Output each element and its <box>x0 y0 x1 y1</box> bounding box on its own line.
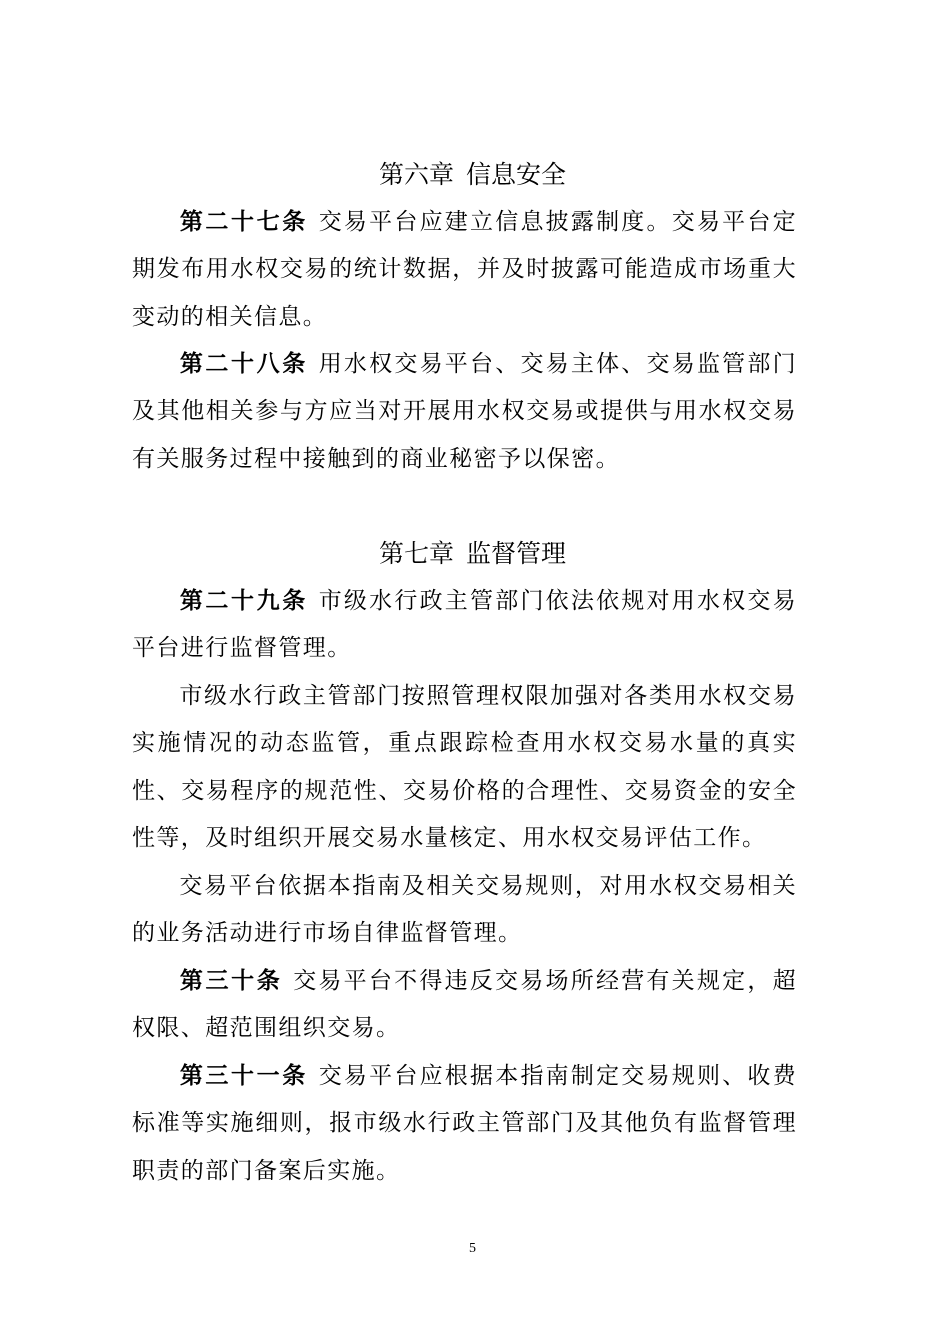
page-number: 5 <box>469 1241 476 1256</box>
article-28 <box>132 341 797 483</box>
chapter-seven-title: 监督管理 <box>466 539 567 568</box>
chapter-six-title: 信息安全 <box>466 160 567 189</box>
article-30-text: 交易平台不得违反交易场所经营有关规定，超权限、超范围组织交易。 <box>132 968 797 1042</box>
article-27-text: 交易平台应建立信息披露制度。交易平台定期发布用水权交易的统计数据，并及时披露可能造成市场重大变动的相关信息。 <box>132 209 798 330</box>
chapter-six-number: 第六章 <box>378 160 454 189</box>
article-29 <box>132 578 797 673</box>
chapter-seven-heading <box>0 539 945 569</box>
chapter-seven-number: 第七章 <box>378 539 454 568</box>
article-31-text: 交易平台应根据本指南制定交易规则、收费标准等实施细则，报市级水行政主管部门及其他负有监督管理职责的部门备案后实施。 <box>132 1063 798 1184</box>
article-27 <box>132 199 797 341</box>
article-31-label: 第三十一条 <box>179 1063 308 1089</box>
article-29-paragraph-3-text: 交易平台依据本指南及相关交易规则，对用水权交易相关的业务活动进行市场自律监督管理。 <box>132 873 797 947</box>
article-28-text: 用水权交易平台、交易主体、交易监管部门及其他相关参与方应当对开展用水权交易或提供与用水权交易有关服务过程中接触到的商业秘密予以保密。 <box>132 351 798 472</box>
article-29-paragraph-3 <box>132 863 797 958</box>
article-28-label: 第二十八条 <box>179 351 308 377</box>
article-30 <box>132 958 797 1053</box>
article-27-label: 第二十七条 <box>179 209 308 235</box>
chapter-six-heading <box>0 160 945 190</box>
article-29-text: 市级水行政主管部门依法依规对用水权交易平台进行监督管理。 <box>132 588 798 662</box>
article-29-label: 第二十九条 <box>179 588 308 614</box>
article-30-label: 第三十条 <box>179 968 283 994</box>
article-31 <box>132 1053 797 1195</box>
article-29-paragraph-2 <box>132 673 797 862</box>
article-29-paragraph-2-text: 市级水行政主管部门按照管理权限加强对各类用水权交易实施情况的动态监管，重点跟踪检查用水权交易水量的真实性、交易程序的规范性、交易价格的合理性、交易资金的安全性等，及时组织开展交易水量核定、用水权交易评估工作。 <box>132 683 797 851</box>
